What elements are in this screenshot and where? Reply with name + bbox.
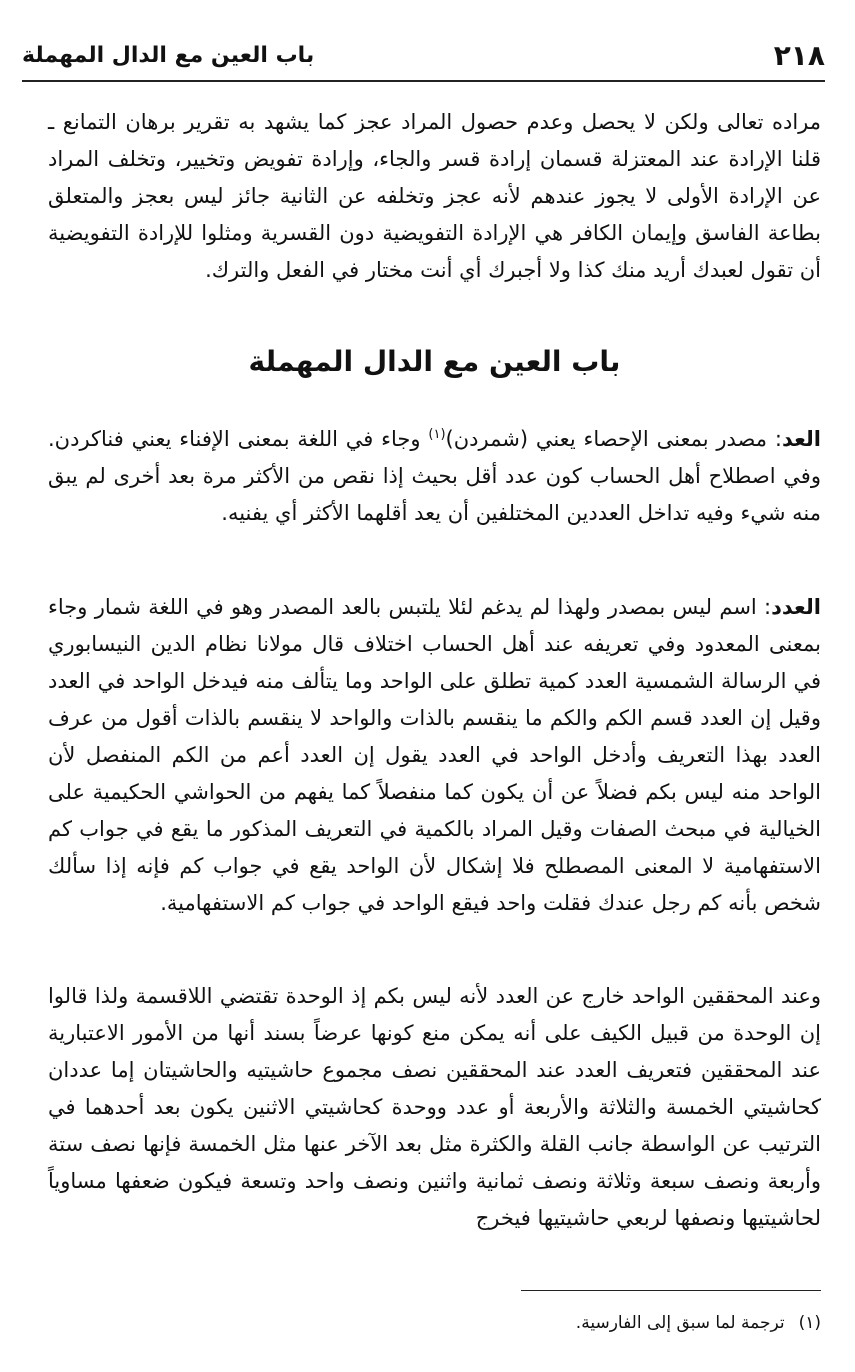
footnote: [48, 1313, 821, 1333]
section-title: باب العين مع الدال المهملة: [248, 345, 621, 378]
paragraph-muhaqqiqin: وعند المحققين الواحد خارج عن العدد لأنه ليس بكم إذ الوحدة تقتضي اللاقسمة ولذا قالوا إن الوحدة من قبيل الكيف على أنه يمكن منع كونها عرضاً بسند أنها من الأمور الاعتبارية عند المحققين فتعريف العدد عند المحققين نصف مجموع حاشيتيه والحاشيتان إما عددان كحاشيتي الخمسة والثلاثة والأربعة أو عدد ووحدة كحاشيتي الاثنين يكون بعد أحدهما في الترتيب عن الواسطة جانب القلة والكثرة مثل بعد الآخر عنها مثل الخمسة فإنها نصف ستة وأربعة ونصف سبعة وثلاثة ونصف ثمانية واثنين ونصف واحد وتسعة فيكون ضعفها مساوياً لحاشيتيها ونصفها لربعي حاشيتيها فيخرج: [48, 984, 821, 1230]
entry-al-adad: [48, 589, 821, 922]
footnote-number: (١): [798, 1313, 821, 1333]
footnote-divider: [521, 1290, 821, 1291]
footnote-reference: (١): [428, 427, 446, 442]
paragraph-continuation: مراده تعالى ولكن لا يحصل وعدم حصول المراد عجز كما يشهد به تقرير برهان التمانع ـ قلنا الإرادة عند المعتزلة قسمان إرادة قسر والجاء، وإرادة تفويض وتخيير، وتخلف المراد عن الإرادة الأولى لا يجوز عندهم لأنه عجز وتخلفه عن الثانية جائز ليس بعجز والمتعلق بطاعة الفاسق وإيمان الكافر هي الإرادة التفويضية دون القسرية ومثلوا للإرادة التفويضية أن تقول لعبدك أريد منك كذا ولا أجبرك أي أنت مختار في الفعل والترك.: [48, 110, 821, 282]
entry-al-add: [48, 421, 821, 532]
entry-text: : اسم ليس بمصدر ولهذا لم يدغم لئلا يلتبس بالعد المصدر وهو في اللغة شمار وجاء بمعنى المعدود وفي تعريفه عند أهل الحساب اختلاف قال مولانا نظام الدين النيسابوري في الرسالة الشمسية العدد كمية تطلق على الواحد وما يتألف منه فيدخل الواحد في العدد وقيل إن العدد قسم الكم والكم ما ينقسم بالذات والواحد لا ينقسم بالذات أقول من عرف العدد بهذا التعريف وأدخل الواحد في العدد يقول إن العدد أعم من الكم المنفصل لأن الواحد منه ليس بكم فضلاً عن أن يكون كما منفصلاً كما يفهم من الحواشي الحكيمية على الخيالية في مبحث الصفات وقيل المراد بالكمية في التعريف المذكور ما يقع في جواب كم الاستفهامية لا المعنى المصطلح فلا إشكال لأن الواحد يقع في جواب كم فإنه إذا سألك شخص بأنه كم رجل عندك فقلت واحد فيقع الواحد في جواب كم الاستفهامية.: [48, 595, 821, 915]
running-head: [22, 30, 825, 82]
page-number: ٢١٨: [773, 38, 825, 72]
entry-term: العدد: [771, 595, 821, 619]
running-head-title: باب العين مع الدال المهملة: [22, 42, 315, 68]
entry-text: وجاء في اللغة بمعنى الإفناء يعني فناكردن. وفي اصطلاح أهل الحساب كون عدد أقل بحيث إذا نقص من الأكثر مرة بعد أخرى لم يبق منه شيء وفيه تداخل العددين المختلفين أن يعد أقلهما الأكثر أي يفنيه.: [48, 427, 821, 525]
entry-text: : مصدر بمعنى الإحصاء يعني (شمردن): [445, 427, 782, 451]
entry-term: العد: [781, 427, 822, 451]
footnote-text: ترجمة لما سبق إلى الفارسية.: [575, 1313, 785, 1333]
